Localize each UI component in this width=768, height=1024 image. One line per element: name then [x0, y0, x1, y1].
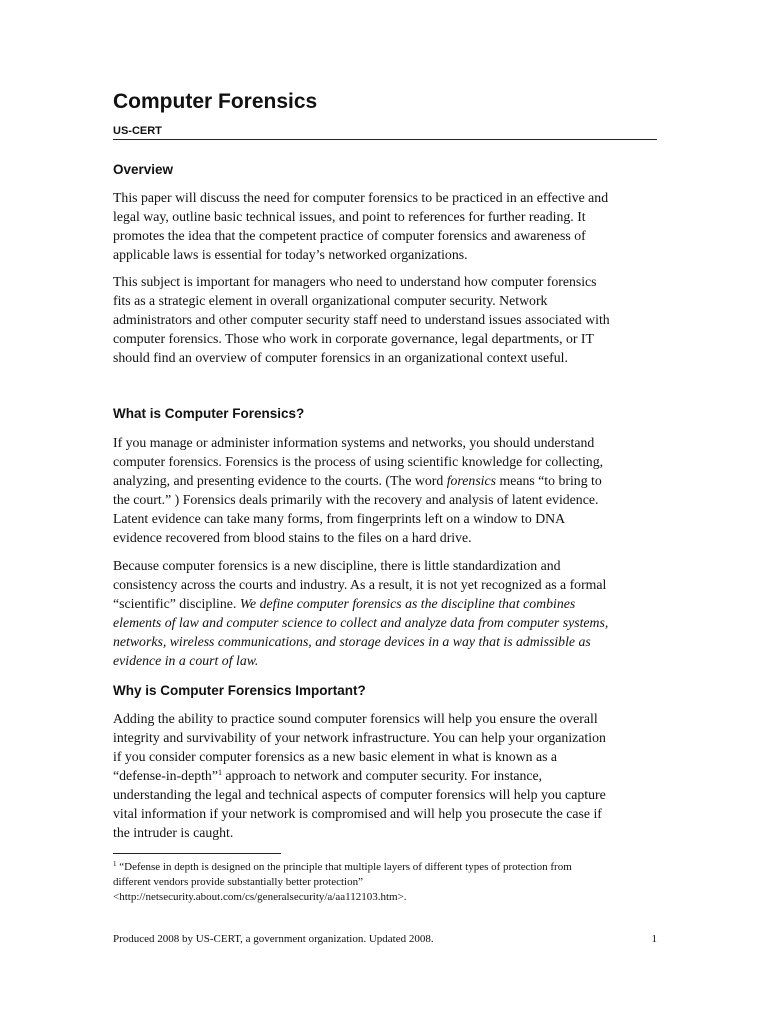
why-heading: Why is Computer Forensics Important? [113, 683, 366, 698]
what-is-paragraph-1 [113, 433, 657, 547]
text-line: integrity and survivability of your network infrastructure. You can help your organization [113, 730, 606, 745]
footer-text: Produced 2008 by US-CERT, a government organization. Updated 2008. [113, 933, 434, 945]
overview-paragraph-1 [113, 188, 657, 264]
text-line: the intruder is caught. [113, 825, 234, 840]
footnote [113, 860, 657, 905]
text-line: applicable laws is essential for today’s networked organizations. [113, 247, 468, 262]
document-title: Computer Forensics [113, 90, 318, 113]
footnote-rule [113, 853, 281, 854]
text-line: This subject is important for managers who need to understand how computer forensics [113, 274, 597, 289]
header-rule [113, 139, 657, 140]
text-line: Adding the ability to practice sound computer forensics will help you ensure the overall [113, 711, 598, 726]
footnote-marker: 1 [113, 860, 117, 868]
overview-heading: Overview [113, 162, 174, 177]
text-line: Latent evidence can take many forms, from fingerprints left on a window to DNA [113, 511, 566, 526]
text-run: “defense-in-depth” [113, 768, 218, 783]
text-line: If you manage or administer information systems and networks, you should understand [113, 435, 595, 450]
text-line: consistency across the courts and industry. As a result, it is not yet recognized as a formal [113, 577, 607, 592]
text-line: computer forensics. Those who work in corporate governance, legal departments, or IT [113, 331, 594, 346]
text-line: if you consider computer forensics as a new basic element in what is known as a [113, 749, 558, 764]
text-line: legal way, outline basic technical issues, and point to references for further reading. It [113, 209, 586, 224]
page-number: 1 [651, 933, 657, 945]
text-run: “scientific” discipline. [113, 596, 240, 611]
text-line [113, 860, 657, 875]
text-line: vital information if your network is compromised and will help you prosecute the case if [113, 806, 602, 821]
definition-text: networks, wireless communications, and storage devices in a way that is admissible as [113, 634, 591, 649]
text-line: administrators and other computer security staff need to understand issues associated with [113, 312, 610, 327]
text-line: computer forensics. Forensics is the process of using scientific knowledge for collecting, [113, 454, 604, 469]
definition-text: elements of law and computer science to collect and analyze data from computer systems, [113, 615, 609, 630]
text-line: should find an overview of computer forensics in an organizational context useful. [113, 350, 568, 365]
footnote-link[interactable]: <http://netsecurity.about.com/cs/generalsecurity/a/aa112103.htm>. [113, 891, 407, 903]
definition-text: evidence in a court of law. [113, 653, 259, 668]
document-org: US-CERT [113, 125, 162, 137]
text-line: This paper will discuss the need for computer forensics to be practiced in an effective and [113, 190, 609, 205]
footnote-ref[interactable]: 1 [217, 768, 222, 777]
text-line [113, 471, 657, 490]
text-line [113, 766, 657, 785]
text-line: promotes the idea that the competent practice of computer forensics and awareness of [113, 228, 586, 243]
what-is-paragraph-2 [113, 556, 657, 670]
definition-text: We define computer forensics as the discipline that combines [239, 596, 576, 611]
text-line: different vendors provide substantially better protection” [113, 876, 363, 888]
text-line: the court.” ) Forensics deals primarily with the recovery and analysis of latent evidence. [113, 492, 599, 507]
text-run: approach to network and computer security. For instance, [221, 768, 543, 783]
italic-term: forensics [446, 473, 497, 488]
why-paragraph-1 [113, 709, 657, 842]
overview-paragraph-2 [113, 272, 657, 367]
text-run: analyzing, and presenting evidence to the courts. (The word [113, 473, 447, 488]
what-is-heading: What is Computer Forensics? [113, 406, 305, 421]
text-line: Because computer forensics is a new discipline, there is little standardization and [113, 558, 561, 573]
text-line: evidence recovered from blood stains to the files on a hard drive. [113, 530, 472, 545]
text-run: “Defense in depth is designed on the principle that multiple layers of different types of protection from [116, 861, 572, 873]
text-line: understanding the legal and technical aspects of computer forensics will help you capture [113, 787, 606, 802]
page-footer [113, 933, 657, 945]
text-run: means “to bring to [496, 473, 602, 488]
text-line: fits as a strategic element in overall organizational computer security. Network [113, 293, 548, 308]
text-line [113, 594, 657, 613]
